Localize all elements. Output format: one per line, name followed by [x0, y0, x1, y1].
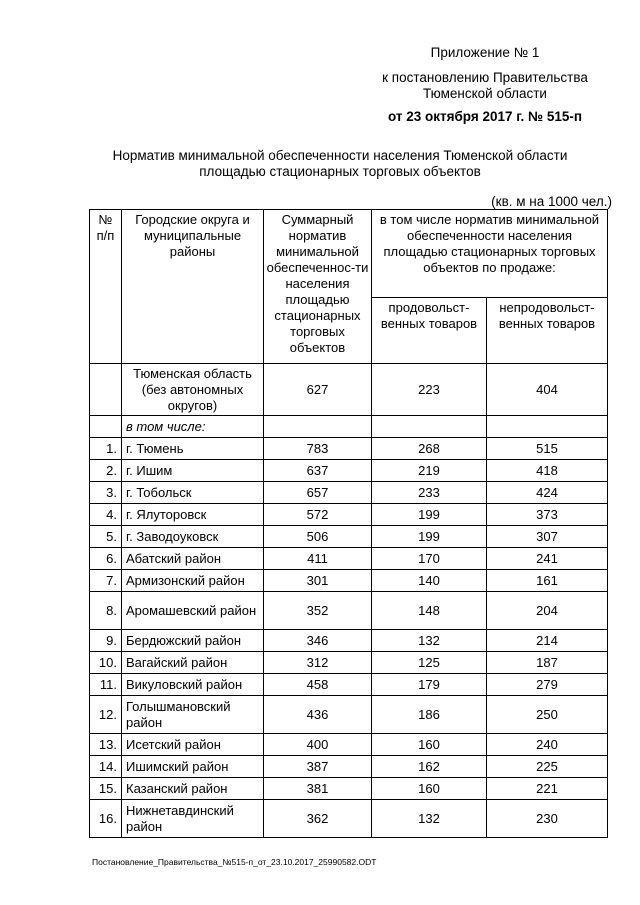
- resolution-date-number: от 23 октября 2017 г. № 515-п: [387, 109, 583, 124]
- header-nonfood: непродовольст-венных товаров: [487, 298, 608, 364]
- row-district-name: г. Заводоуковск: [122, 526, 264, 548]
- row-district-name: г. Тобольск: [122, 482, 264, 504]
- row-food: 160: [372, 778, 487, 800]
- resolution-line-1: к постановлению Правительства: [382, 70, 588, 85]
- table-row: [90, 548, 608, 570]
- row-number: 1.: [90, 438, 122, 460]
- row-total: 362: [264, 800, 372, 838]
- table-row: [90, 438, 608, 460]
- row-district-name: Абатский район: [122, 548, 264, 570]
- row-nonfood: 515: [487, 438, 608, 460]
- row-food: 233: [372, 482, 487, 504]
- resolution-line-2: Тюменской области: [423, 86, 547, 101]
- table-row: [90, 696, 608, 734]
- row-district-name: Нижнетавдинский район: [122, 800, 264, 838]
- including-row: [90, 416, 608, 438]
- row-number: 3.: [90, 482, 122, 504]
- region-food: 223: [372, 364, 487, 416]
- row-total: 387: [264, 756, 372, 778]
- row-food: 170: [372, 548, 487, 570]
- row-nonfood: 373: [487, 504, 608, 526]
- row-food: 186: [372, 696, 487, 734]
- header-food: продовольст-венных товаров: [372, 298, 487, 364]
- row-total: 400: [264, 734, 372, 756]
- region-total: 627: [264, 364, 372, 416]
- row-total: 346: [264, 630, 372, 652]
- row-total: 572: [264, 504, 372, 526]
- row-food: 140: [372, 570, 487, 592]
- appendix-label: Приложение № 1: [430, 45, 540, 60]
- row-total: 381: [264, 778, 372, 800]
- row-food: 148: [372, 592, 487, 630]
- document-footer: Постановление_Правительства_№515-п_от_23.10.2017_25990582.ODT: [92, 857, 377, 867]
- row-number: 11.: [90, 674, 122, 696]
- row-total: 637: [264, 460, 372, 482]
- row-number: 14.: [90, 756, 122, 778]
- row-food: 268: [372, 438, 487, 460]
- row-food: 162: [372, 756, 487, 778]
- row-nonfood: 241: [487, 548, 608, 570]
- table-row: [90, 756, 608, 778]
- table-row: [90, 526, 608, 548]
- document-title-line-2: площадью стационарных торговых объектов: [199, 164, 481, 179]
- row-total: 506: [264, 526, 372, 548]
- row-number: 8.: [90, 592, 122, 630]
- region-nonfood: 404: [487, 364, 608, 416]
- row-nonfood: 187: [487, 652, 608, 674]
- row-nonfood: 214: [487, 630, 608, 652]
- row-district-name: Ишимский район: [122, 756, 264, 778]
- including-nonfood: [487, 416, 608, 438]
- row-number: 12.: [90, 696, 122, 734]
- table-row: [90, 482, 608, 504]
- row-number: 9.: [90, 630, 122, 652]
- row-food: 160: [372, 734, 487, 756]
- including-number: [90, 416, 122, 438]
- row-district-name: Бердюжский район: [122, 630, 264, 652]
- row-number: 6.: [90, 548, 122, 570]
- row-district-name: Викуловский район: [122, 674, 264, 696]
- row-food: 179: [372, 674, 487, 696]
- row-food: 219: [372, 460, 487, 482]
- row-district-name: Исетский район: [122, 734, 264, 756]
- row-food: 132: [372, 800, 487, 838]
- table-row: [90, 778, 608, 800]
- row-district-name: Голышмановский район: [122, 696, 264, 734]
- row-nonfood: 307: [487, 526, 608, 548]
- table-row: [90, 504, 608, 526]
- row-total: 458: [264, 674, 372, 696]
- row-district-name: Казанский район: [122, 778, 264, 800]
- row-food: 132: [372, 630, 487, 652]
- table-row: [90, 734, 608, 756]
- table-row: [90, 800, 608, 838]
- row-food: 125: [372, 652, 487, 674]
- row-district-name: г. Тюмень: [122, 438, 264, 460]
- row-total: 657: [264, 482, 372, 504]
- table-row: [90, 652, 608, 674]
- row-number: 13.: [90, 734, 122, 756]
- row-number: 15.: [90, 778, 122, 800]
- row-nonfood: 279: [487, 674, 608, 696]
- row-nonfood: 230: [487, 800, 608, 838]
- row-total: 312: [264, 652, 372, 674]
- row-number: 5.: [90, 526, 122, 548]
- row-total: 783: [264, 438, 372, 460]
- row-number: 4.: [90, 504, 122, 526]
- row-total: 411: [264, 548, 372, 570]
- units-label: (кв. м на 1000 чел.): [491, 194, 612, 209]
- table-row: [90, 592, 608, 630]
- header-total: Суммарный норматив минимальной обеспеченнос-ти населения площадью стационарных торговых объектов: [264, 210, 372, 364]
- row-number: 2.: [90, 460, 122, 482]
- row-district-name: Армизонский район: [122, 570, 264, 592]
- row-total: 301: [264, 570, 372, 592]
- row-food: 199: [372, 504, 487, 526]
- row-nonfood: 418: [487, 460, 608, 482]
- table-row: [90, 674, 608, 696]
- norms-table: [89, 209, 608, 838]
- row-total: 436: [264, 696, 372, 734]
- table-row: [90, 570, 608, 592]
- row-district-name: г. Ишим: [122, 460, 264, 482]
- row-food: 199: [372, 526, 487, 548]
- row-number: 10.: [90, 652, 122, 674]
- including-label: в том числе:: [122, 416, 264, 438]
- header-number: № п/п: [90, 210, 122, 364]
- table-row: [90, 630, 608, 652]
- header-district: Городские округа и муниципальные районы: [122, 210, 264, 364]
- document-title-line-1: Норматив минимальной обеспеченности населения Тюменской области: [112, 148, 568, 163]
- region-name: Тюменская область (без автономных округов): [122, 364, 264, 416]
- row-number: 7.: [90, 570, 122, 592]
- row-total: 352: [264, 592, 372, 630]
- row-nonfood: 240: [487, 734, 608, 756]
- row-district-name: г. Ялуторовск: [122, 504, 264, 526]
- row-nonfood: 250: [487, 696, 608, 734]
- row-nonfood: 204: [487, 592, 608, 630]
- row-nonfood: 424: [487, 482, 608, 504]
- table-row: [90, 460, 608, 482]
- region-number: [90, 364, 122, 416]
- row-nonfood: 221: [487, 778, 608, 800]
- row-number: 16.: [90, 800, 122, 838]
- including-food: [372, 416, 487, 438]
- including-total: [264, 416, 372, 438]
- row-district-name: Вагайский район: [122, 652, 264, 674]
- row-district-name: Аромашевский район: [122, 592, 264, 630]
- header-including: в том числе норматив минимальной обеспеченности населения площадью стационарных торговых объектов по продаже:: [372, 210, 608, 298]
- region-row: [90, 364, 608, 416]
- row-nonfood: 225: [487, 756, 608, 778]
- row-nonfood: 161: [487, 570, 608, 592]
